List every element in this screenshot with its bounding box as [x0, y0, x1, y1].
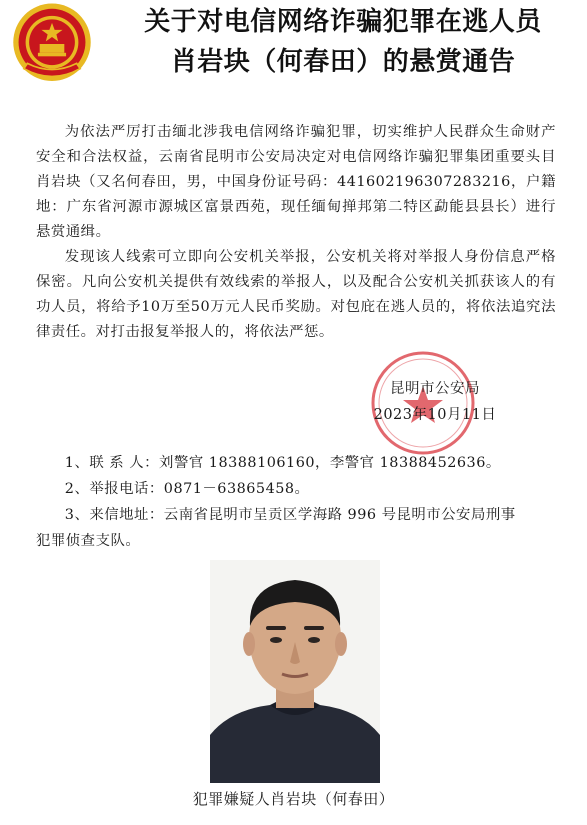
- title-line-2: 肖岩块（何春田）的悬赏通告: [170, 47, 516, 77]
- title-line-1: 关于对电信网络诈骗犯罪在逃人员: [144, 7, 542, 37]
- notice-body: [36, 120, 556, 345]
- contact-item: 1、联 系 人：刘警官 18388106160，李警官 18388452636。: [64, 455, 501, 471]
- notice-title: [108, 2, 578, 82]
- issue-date: 2023年10月11日: [373, 407, 497, 423]
- contact-item: 3、来信地址：云南省昆明市呈贡区学海路 996 号昆明市公安局刑事: [64, 507, 516, 523]
- issuer-name: 昆明市公安局: [390, 381, 480, 397]
- police-emblem-icon: [8, 0, 96, 88]
- photo-caption: 犯罪嫌疑人肖岩块（何春田）: [192, 790, 395, 808]
- contact-item: 2、举报电话：0871－63865458。: [64, 481, 310, 497]
- signature-block: [340, 376, 530, 428]
- contact-list: [36, 450, 556, 554]
- body-paragraph: 发现该人线索可立即向公安机关举报，公安机关将对举报人身份信息严格保密。凡向公安机关提供有效线索的举报人，以及配合公安机关抓获该人的有功人员，将给予10万至50万元人民币奖励。对包庇在逃人员的，将依法追究法律责任。对打击报复举报人的，将依法严惩。: [36, 249, 556, 340]
- contact-item-continuation: 犯罪侦查支队。: [36, 533, 141, 549]
- suspect-photo: [210, 560, 380, 783]
- body-paragraph: 为依法严厉打击缅北涉我电信网络诈骗犯罪，切实维护人民群众生命财产安全和合法权益，云南省昆明市公安局决定对电信网络诈骗犯罪集团重要头目肖岩块（又名何春田，男，中国身份证号码：441602196307283216，户籍地：广东省河源市源城区富景西苑，现任缅甸掸邦第二特区勐能县县长）进行悬赏通缉。: [36, 124, 556, 240]
